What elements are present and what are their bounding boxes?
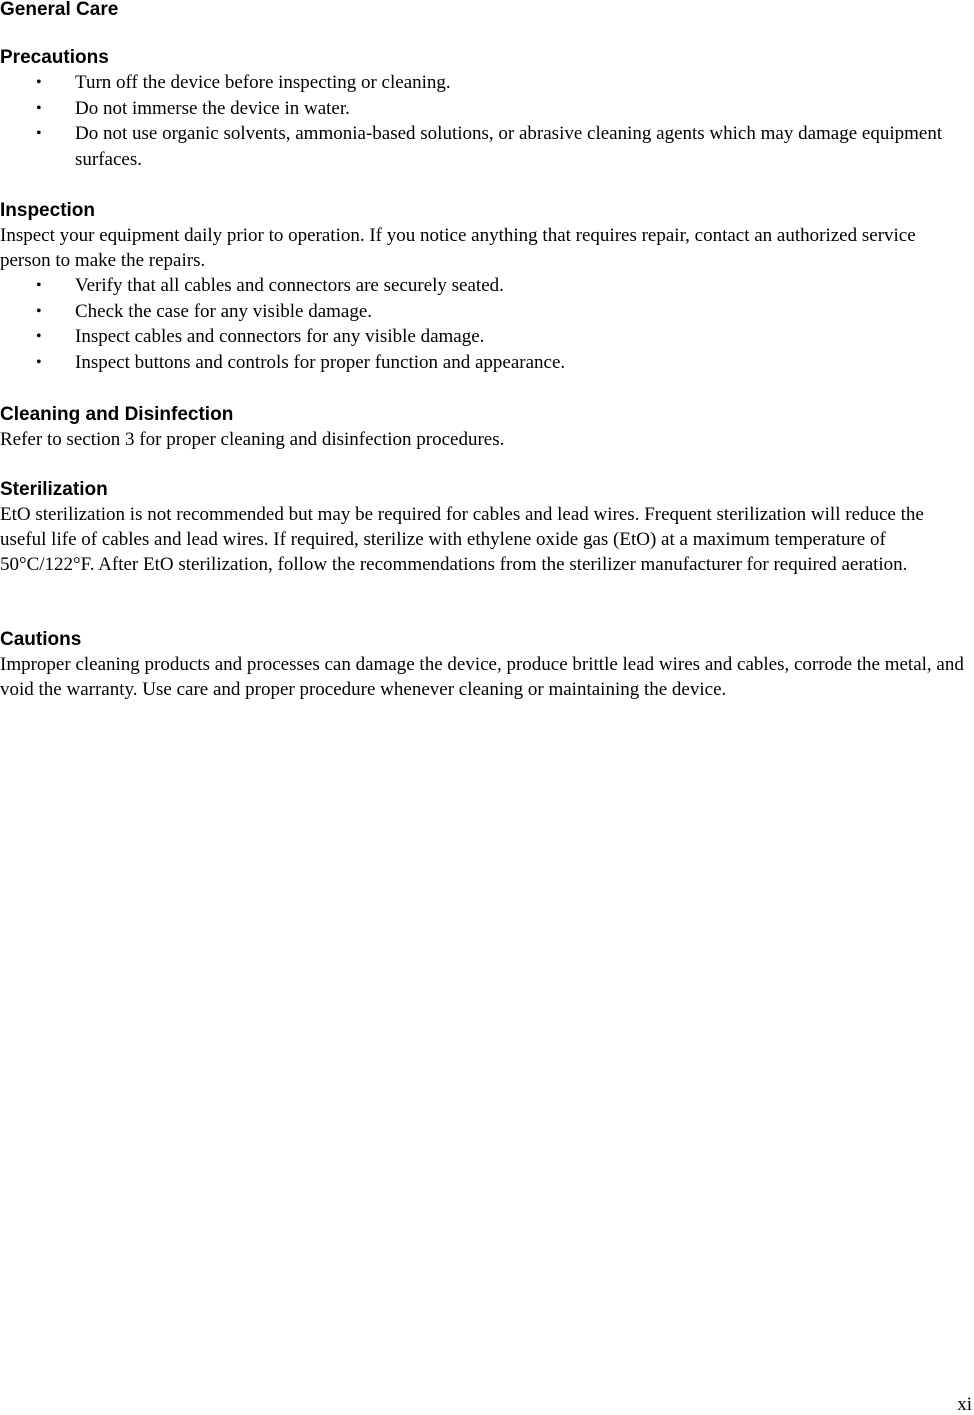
- list-item-text: Do not use organic solvents, ammonia-based solutions, or abrasive cleaning agents which may damage equipment surfaces.: [75, 123, 943, 170]
- bullet-icon: •: [36, 302, 42, 320]
- precautions-list: [0, 70, 966, 172]
- inspection-body: Inspect your equipment daily prior to operation. If you notice anything that requires repair, contact an authorized service person to make the repairs.: [0, 225, 916, 271]
- list-item: [0, 96, 966, 122]
- list-item-text: Turn off the device before inspecting or cleaning.: [75, 72, 451, 93]
- list-item-text: Do not immerse the device in water.: [75, 97, 350, 119]
- cautions-body: Improper cleaning products and processes can damage the device, produce brittle lead wires and cables, corrode the metal, and void the warranty. Use care and proper procedure whenever cleaning or maintaining the device.: [0, 654, 964, 700]
- list-item: [0, 273, 966, 299]
- list-item: [0, 299, 966, 325]
- list-item-text: Check the case for any visible damage.: [75, 300, 373, 322]
- inspection-list: [0, 273, 966, 375]
- list-item: [0, 70, 966, 96]
- bullet-icon: •: [36, 99, 42, 117]
- cautions-heading: Cautions: [0, 629, 82, 650]
- list-item: [0, 121, 966, 172]
- bullet-icon: •: [36, 353, 42, 371]
- sterilization-section: [0, 477, 966, 577]
- list-item: [0, 350, 966, 376]
- cleaning-heading: Cleaning and Disinfection: [0, 404, 234, 425]
- bullet-icon: •: [36, 125, 42, 142]
- precautions-heading: Precautions: [0, 47, 109, 68]
- page-title: General Care: [0, 0, 119, 20]
- bullet-icon: •: [36, 328, 42, 345]
- sterilization-body: EtO sterilization is not recommended but may be required for cables and lead wires. Frequent sterilization will reduce the useful life of cables and lead wires. If required, sterilize with ethylene oxide gas (EtO) at a maximum temperature of 50°C/122°F. After EtO sterilization, follow the recommendations from the sterilizer manufacturer for required aeration.: [0, 504, 924, 575]
- cleaning-body: Refer to section 3 for proper cleaning and disinfection procedures.: [0, 429, 505, 450]
- list-item: [0, 324, 966, 350]
- list-item-text: Inspect cables and connectors for any visible damage.: [75, 326, 485, 347]
- page-number: xi: [957, 1394, 972, 1415]
- bullet-icon: •: [36, 277, 42, 294]
- cleaning-section: [0, 402, 966, 452]
- inspection-section: [0, 198, 966, 375]
- cautions-section: [0, 627, 966, 702]
- sterilization-heading: Sterilization: [0, 479, 108, 500]
- list-item-text: Verify that all cables and connectors are securely seated.: [75, 275, 504, 296]
- list-item-text: Inspect buttons and controls for proper function and appearance.: [75, 351, 566, 373]
- inspection-heading: Inspection: [0, 200, 96, 221]
- precautions-section: [0, 45, 966, 172]
- bullet-icon: •: [36, 74, 42, 91]
